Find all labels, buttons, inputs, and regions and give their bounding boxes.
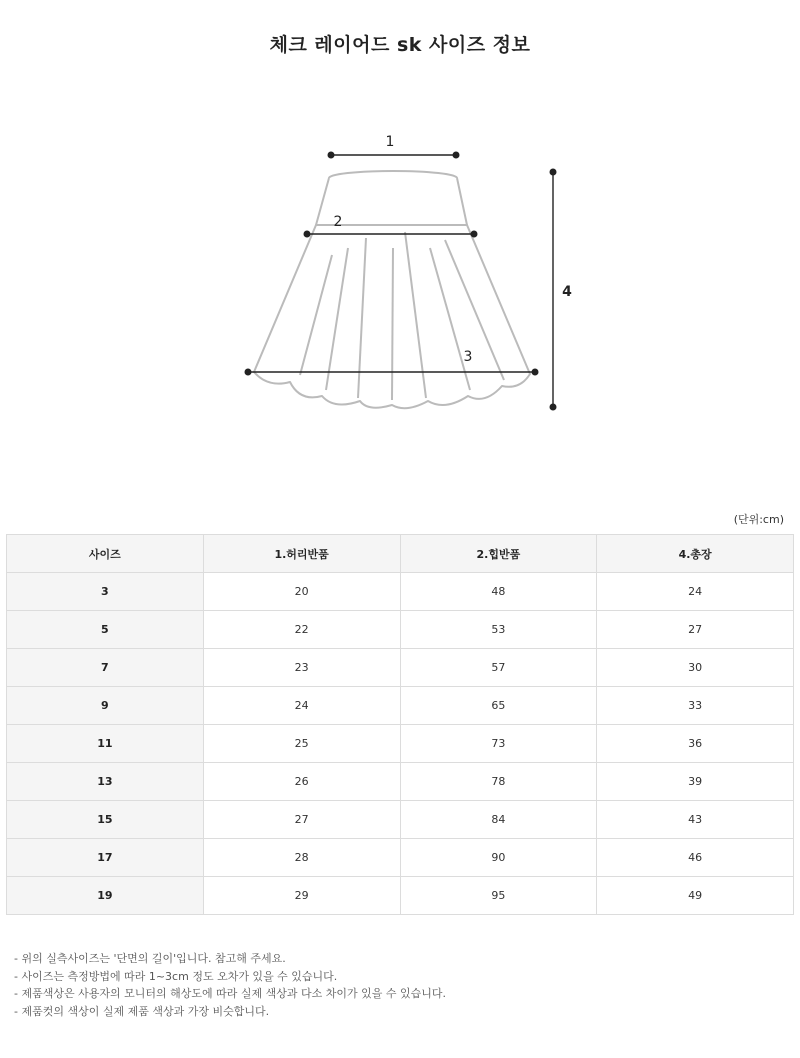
unit-label: (단위:cm) (733, 513, 784, 526)
cell-waist: 27 (203, 801, 400, 839)
skirt-measurement-diagram (230, 120, 590, 420)
label-1: 1 (385, 134, 395, 150)
cell-hip: 65 (400, 687, 597, 725)
table-header-row (7, 535, 794, 573)
table-row (7, 611, 794, 649)
cell-waist: 29 (203, 877, 400, 915)
hem-measure-dot (532, 369, 539, 376)
cell-length: 46 (597, 839, 794, 877)
table-row (7, 725, 794, 763)
cell-waist: 23 (203, 649, 400, 687)
cell-hip: 57 (400, 649, 597, 687)
hip-measure-dot (304, 231, 311, 238)
cell-waist: 22 (203, 611, 400, 649)
waist-measure-dot (328, 152, 335, 159)
cell-size: 17 (7, 839, 204, 877)
label-4: 4 (562, 284, 572, 300)
cell-hip: 90 (400, 839, 597, 877)
page-title: 체크 레이어드 sk 사이즈 정보 (269, 34, 531, 56)
table-row (7, 801, 794, 839)
notes (14, 950, 446, 1020)
cell-size: 13 (7, 763, 204, 801)
cell-waist: 24 (203, 687, 400, 725)
cell-waist: 25 (203, 725, 400, 763)
cell-waist: 26 (203, 763, 400, 801)
header-length: 4.총장 (597, 535, 794, 573)
cell-hip: 53 (400, 611, 597, 649)
size-table (6, 534, 794, 915)
cell-size: 11 (7, 725, 204, 763)
header-hip: 2.힙반품 (400, 535, 597, 573)
length-measure-dot (550, 169, 557, 176)
cell-length: 49 (597, 877, 794, 915)
note-line: - 위의 실측사이즈는 '단면의 길이'입니다. 참고해 주세요. (14, 952, 286, 965)
table-row (7, 877, 794, 915)
cell-length: 24 (597, 573, 794, 611)
waist-measure-dot (453, 152, 460, 159)
cell-waist: 20 (203, 573, 400, 611)
cell-length: 43 (597, 801, 794, 839)
header-waist: 1.허리반품 (203, 535, 400, 573)
cell-size: 9 (7, 687, 204, 725)
skirt-illustration (230, 120, 590, 420)
cell-size: 19 (7, 877, 204, 915)
pleat-line (392, 248, 393, 400)
cell-size: 7 (7, 649, 204, 687)
note-line: - 사이즈는 측정방법에 따라 1~3cm 정도 오차가 있을 수 있습니다. (14, 969, 338, 983)
label-2: 2 (333, 214, 343, 230)
cell-length: 27 (597, 611, 794, 649)
cell-hip: 95 (400, 877, 597, 915)
hip-measure-dot (471, 231, 478, 238)
table-row (7, 573, 794, 611)
header-size: 사이즈 (7, 535, 204, 573)
cell-size: 3 (7, 573, 204, 611)
cell-hip: 84 (400, 801, 597, 839)
cell-size: 15 (7, 801, 204, 839)
cell-length: 33 (597, 687, 794, 725)
cell-length: 30 (597, 649, 794, 687)
cell-hip: 73 (400, 725, 597, 763)
length-measure-dot (550, 404, 557, 411)
note-line: - 제품색상은 사용자의 모니터의 해상도에 따라 실제 색상과 다소 차이가 있을 수 있습니다. (14, 987, 446, 1000)
cell-length: 36 (597, 725, 794, 763)
note-line: - 제품컷의 색상이 실제 제품 색상과 가장 비슷합니다. (14, 1004, 270, 1018)
cell-size: 5 (7, 611, 204, 649)
table-row (7, 649, 794, 687)
table-row (7, 763, 794, 801)
cell-hip: 78 (400, 763, 597, 801)
table-row (7, 687, 794, 725)
hem-measure-dot (245, 369, 252, 376)
cell-hip: 48 (400, 573, 597, 611)
table-row (7, 839, 794, 877)
cell-length: 39 (597, 763, 794, 801)
cell-waist: 28 (203, 839, 400, 877)
label-3: 3 (463, 349, 473, 365)
